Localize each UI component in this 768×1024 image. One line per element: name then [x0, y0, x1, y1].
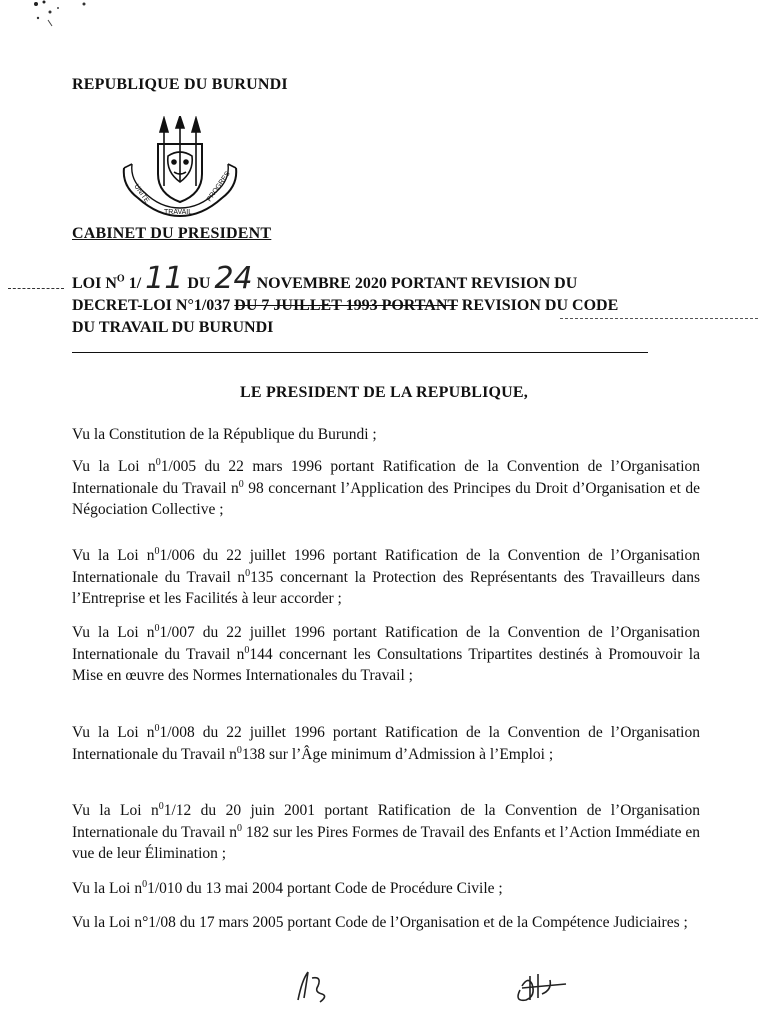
handwritten-law-number: 11	[145, 261, 184, 296]
recital-loi-1-007: Vu la Loi $n^01/007$ du 22 juillet 1996 portant Ratification de la Convention de l’Organisation Internationale du Travail $n^0144$ concernant les Consultations Tripartites destinés à Promouvoir la Mise en œuvre des Normes Internationales du Travail ;	[72, 622, 700, 684]
president-heading: LE PRESIDENT DE LA REPUBLIQUE,	[240, 384, 528, 401]
recital-loi-1-08: Vu la Loi n°1/08 du 17 mars 2005 portant Code de l’Organisation et de la Compétence Judiciaires ;	[72, 914, 688, 931]
recital-loi-1-008: Vu la Loi $n^01/008$ du 22 juillet 1996 portant Ratification de la Convention de l’Organisation Internationale du Travail $n^0138$ sur l’Âge minimum d’Admission à l’Emploi ;	[72, 722, 700, 763]
motto-travail: TRAVAIL	[164, 209, 193, 216]
initials-right-signature	[512, 966, 572, 1006]
law-title-line-3: DU TRAVAIL DU BURUNDI	[72, 319, 274, 336]
republic-heading: REPUBLIQUE DU BURUNDI	[72, 76, 288, 93]
recital-loi-1-010: Vu la Loi $n^01/010$ du 13 mai 2004 portant Code de Procédure Civile ;	[72, 878, 503, 897]
burundi-coat-of-arms-icon	[118, 116, 242, 224]
margin-mark	[8, 288, 64, 289]
scan-specks	[28, 0, 98, 30]
recital-loi-1-006: Vu la Loi $n^01/006$ du 22 juillet 1996 portant Ratification de la Convention de l’Organisation Internationale du Travail $n^0135$ concernant la Protection des Représentants des Travailleurs dans l’Entreprise et les Facilités à leur accorder ;	[72, 545, 700, 607]
handwritten-day: 24	[214, 261, 253, 296]
law-title-line-2: DECRET-LOI N°1/037 DU 7 JUILLET 1993 PORTANT REVISION DU CODE	[72, 297, 619, 314]
law-title-line-1: LOI $N^O$ 1/ 11 DU 24 NOVEMBRE 2020 PORTANT REVISION DU	[72, 261, 578, 296]
struck-text: DU 7 JUILLET 1993 PORTANT	[234, 297, 458, 314]
recital-loi-1-12: Vu la Loi $n^01/12$ du 20 juin 2001 portant Ratification de la Convention de l’Organisation Internationale du Travail $n^0$ 182 sur les Pires Formes de Travail des Enfants et l’Action Immédiate en vue de leur Élimination ;	[72, 800, 700, 862]
recital-constitution: Vu la Constitution de la République du Burundi ;	[72, 426, 377, 443]
title-separator	[72, 352, 648, 353]
recital-loi-1-005: Vu la Loi $n^01/005$ du 22 mars 1996 portant Ratification de la Convention de l’Organisation Internationale du Travail $n^0$ 98 concernant l’Application des Principes du Droit d’Organisation et de Négociation Collective ;	[72, 456, 701, 518]
motto-unite: UNITE	[132, 183, 151, 205]
law-title	[72, 261, 702, 339]
motto-progres: PROGRES	[205, 170, 232, 204]
cabinet-heading: CABINET DU PRESIDENT	[72, 225, 272, 242]
initials-left-signature	[292, 966, 332, 1006]
